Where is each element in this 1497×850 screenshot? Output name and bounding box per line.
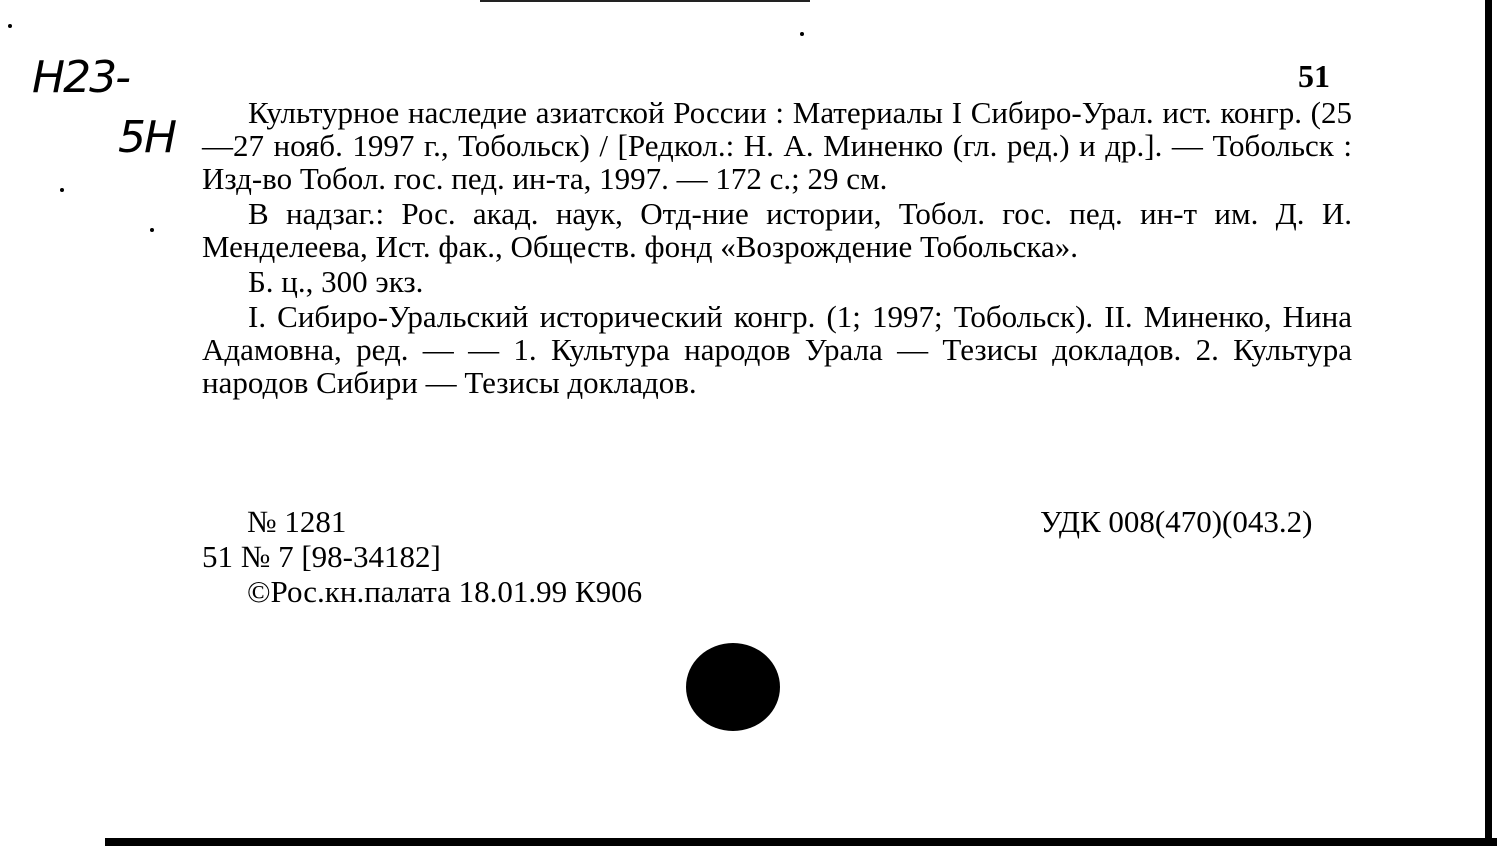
page-number: 51 bbox=[1298, 58, 1330, 94]
handwritten-shelf-mark-line2: 5Н bbox=[118, 112, 176, 163]
price-paragraph: Б. ц., 300 экз. bbox=[248, 264, 424, 299]
scan-speck bbox=[8, 24, 12, 28]
bibliographic-record bbox=[202, 96, 1352, 401]
card-number: 51 № 7 [98-34182] bbox=[202, 539, 441, 574]
scan-edge-bottom bbox=[105, 838, 1497, 846]
subjects-paragraph: I. Сибиро-Уральский исторический конгр. (1; 1997; Тобольск). II. Миненко, Нина Адамовна, ред. — — 1. Культура народов Урала — Тезисы докладов. 2. Культура народов Сибири — Тезисы докладов. bbox=[202, 299, 1352, 400]
note-paragraph: В надзаг.: Рос. акад. наук, Отд-ние истории, Тобол. гос. пед. ин-т им. Д. И. Менделеева, Ист. фак., Обществ. фонд «Возрождение Тобольска». bbox=[202, 196, 1352, 264]
punch-hole bbox=[686, 643, 780, 731]
udc-code: УДК 008(470)(043.2) bbox=[1040, 504, 1313, 539]
registration-number: № 1281 bbox=[247, 504, 347, 539]
title-paragraph: Культурное наследие азиатской России : Материалы I Сибиро-Урал. ист. конгр. (25—27 нояб. 1997 г., Тобольск) / [Редкол.: Н. А. Миненко (гл. ред.) и др.]. — Тобольск : Изд-во Тобол. гос. пед. ин-та, 1997. — 172 с.; 29 см. bbox=[202, 95, 1352, 196]
copyright-line: ©Рос.кн.палата 18.01.99 К906 bbox=[247, 574, 643, 609]
scan-speck bbox=[150, 228, 154, 232]
scan-edge-right bbox=[1485, 0, 1492, 838]
handwritten-shelf-mark-line1: Н23- bbox=[32, 52, 129, 103]
scan-speck bbox=[60, 188, 64, 192]
scan-edge-top bbox=[480, 0, 810, 2]
scan-speck bbox=[800, 32, 804, 36]
